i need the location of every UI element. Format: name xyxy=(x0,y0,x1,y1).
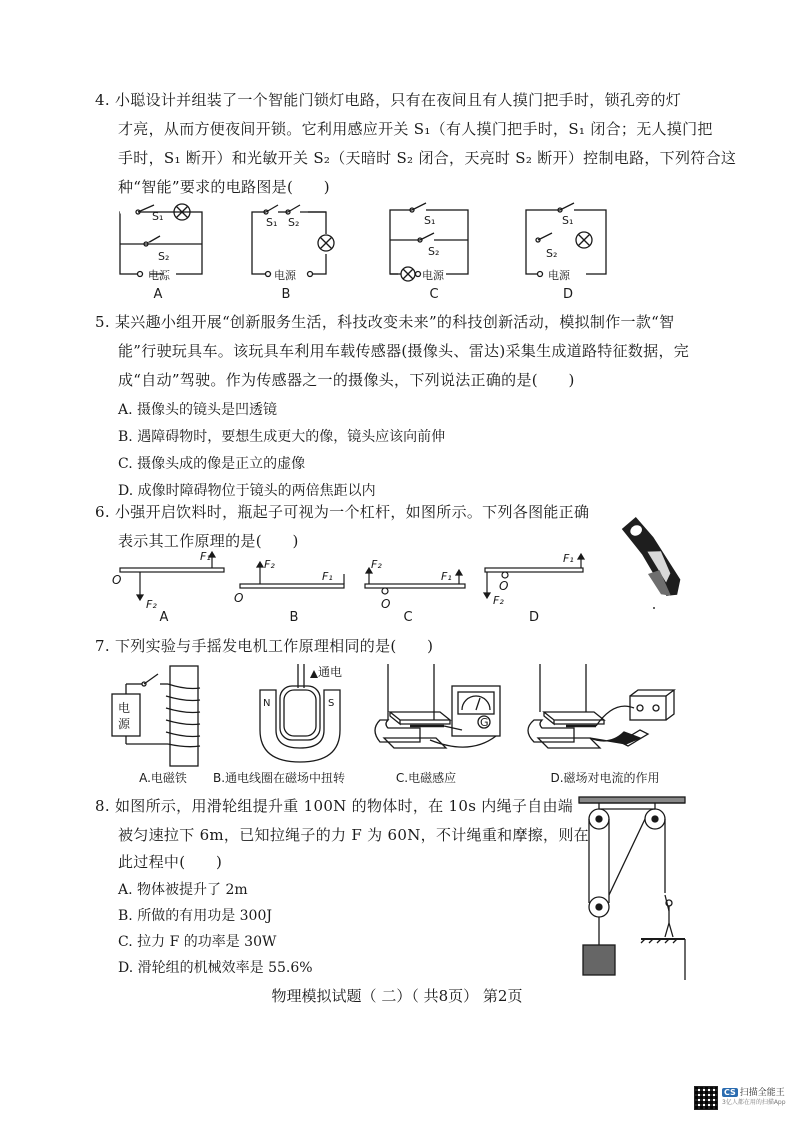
q6-label-b: B xyxy=(289,610,299,625)
q5-line-2: 能”行驶玩具车。该玩具车利用车载传感器(摄像头、雷达)采集生成道路特征数据，完 xyxy=(118,342,690,360)
q4-line-2: 才亮，从而方便夜间开锁。它利用感应开关 S₁（有人摸门把手时，S₁ 闭合；无人摸门把 xyxy=(118,120,713,138)
q5-option-b: B. 遇障碍物时，要想生成更大的像，镜头应该向前伸 xyxy=(118,429,446,445)
q8-line-1: 8. 如图所示，用滑轮组提升重 100N 的物体时，在 10s 内绳子自由端 xyxy=(95,797,574,815)
svg-text:F₁: F₁ xyxy=(563,552,574,565)
q5-line-1: 5. 某兴趣小组开展“创新服务生活，科技改变未来”的科技创新活动，模拟制作一款“智 xyxy=(95,313,675,331)
q7-figure-a xyxy=(112,666,200,766)
svg-text:电源: 电源 xyxy=(548,269,570,282)
qr-code-icon xyxy=(694,1086,718,1110)
q4-circuit-a xyxy=(120,204,202,282)
watermark-text xyxy=(722,1088,786,1108)
svg-text:F₂: F₂ xyxy=(146,598,157,611)
svg-text:O: O xyxy=(381,597,391,611)
q6-label-c: C xyxy=(403,610,413,625)
svg-text:S₂: S₂ xyxy=(428,245,440,258)
q8-option-b: B. 所做的有用功是 300J xyxy=(118,908,272,924)
q5-option-c: C. 摄像头成的像是正立的虚像 xyxy=(118,456,306,472)
svg-text:O: O xyxy=(112,573,122,587)
svg-text:电源: 电源 xyxy=(274,269,296,282)
q5-option-a: A. 摄像头的镜头是凹透镜 xyxy=(118,402,278,418)
q6-lever-c xyxy=(365,558,465,611)
q5-line-3: 成“自动”驾驶。作为传感器之一的摄像头，下列说法正确的是( ) xyxy=(118,371,575,389)
q6-line-1: 6. 小强开启饮料时，瓶起子可视为一个杠杆，如图所示。下列各图能正确 xyxy=(95,503,590,521)
svg-text:O: O xyxy=(499,579,509,593)
q4-label-a: A xyxy=(153,287,163,302)
scanner-watermark xyxy=(694,1085,786,1111)
svg-text:S₂: S₂ xyxy=(288,216,300,229)
q4-label-b: B xyxy=(281,287,291,302)
q8-option-d: D. 滑轮组的机械效率是 55.6% xyxy=(118,960,313,976)
q4-line-1: 4. 小聪设计并组装了一个智能门锁灯电路，只有在夜间且有人摸门把手时，锁孔旁的灯 xyxy=(95,91,682,109)
q4-circuit-d xyxy=(526,203,606,282)
watermark-name: 扫描全能王 xyxy=(739,1088,785,1098)
q7-figure-b xyxy=(260,664,342,762)
q4-label-d: D xyxy=(562,287,573,302)
q7-caption-b: B.通电线圈在磁场中扭转 xyxy=(212,771,346,785)
svg-text:S₁: S₁ xyxy=(266,216,278,229)
q8-option-a: A. 物体被提升了 2m xyxy=(118,882,248,898)
svg-text:N: N xyxy=(263,698,271,709)
q7-figure-c xyxy=(375,664,500,748)
svg-text:F₂: F₂ xyxy=(371,558,382,571)
q4-line-4: 种“智能”要求的电路图是( ) xyxy=(118,178,330,196)
svg-text:G: G xyxy=(480,716,489,729)
q8-option-c: C. 拉力 F 的功率是 30W xyxy=(118,934,277,950)
q7-caption-d: D.磁场对电流的作用 xyxy=(550,771,660,785)
q6-label-a: A xyxy=(159,610,169,625)
q6-lever-diagrams xyxy=(110,550,590,615)
svg-text:S₁: S₁ xyxy=(424,214,436,227)
svg-text:S₁: S₁ xyxy=(562,214,574,227)
svg-text:电: 电 xyxy=(118,701,131,715)
q8-line-3: 此过程中( ) xyxy=(118,853,223,871)
q6-lever-a xyxy=(112,550,224,611)
q4-circuit-diagrams xyxy=(110,200,610,305)
watermark-sub: 3亿人都在用的扫描App xyxy=(722,1099,786,1106)
q6-lever-b xyxy=(234,558,344,605)
svg-text:F₁: F₁ xyxy=(441,570,452,583)
q6-line-2: 表示其工作原理的是( ) xyxy=(118,532,299,550)
svg-text:通电: 通电 xyxy=(318,665,343,679)
svg-text:源: 源 xyxy=(118,717,131,731)
q8-pulley-figure xyxy=(575,795,690,980)
svg-text:电源: 电源 xyxy=(422,269,444,282)
svg-text:电源: 电源 xyxy=(148,269,170,282)
q7-caption-c: C.电磁感应 xyxy=(395,771,457,785)
q7-experiment-figures xyxy=(110,660,690,768)
q4-label-c: C xyxy=(429,287,439,302)
svg-text:F₁: F₁ xyxy=(200,550,211,563)
q7-caption-a: A.电磁铁 xyxy=(139,771,187,785)
q4-line-3: 手时，S₁ 断开）和光敏开关 S₂（天暗时 S₂ 闭合，天亮时 S₂ 断开）控制电路，下列符合这 xyxy=(118,149,737,167)
cs-badge: CS xyxy=(724,1088,736,1097)
svg-text:S: S xyxy=(328,698,335,709)
q5-option-d: D. 成像时障碍物位于镜头的两倍焦距以内 xyxy=(118,483,376,499)
page-footer: 物理模拟试题（ 二）（ 共8页） 第2页 xyxy=(271,987,523,1005)
q8-line-2: 被匀速拉下 6m，已知拉绳子的力 F 为 60N，不计绳重和摩擦，则在 xyxy=(118,826,589,844)
bottle-opener-figure xyxy=(618,510,688,610)
q6-lever-d xyxy=(484,552,584,607)
q7-figure-d xyxy=(528,664,674,748)
q4-circuit-c xyxy=(390,203,468,282)
svg-text:F₂: F₂ xyxy=(264,558,275,571)
q6-label-d: D xyxy=(528,610,539,625)
q7-line: 7. 下列实验与手摇发电机工作原理相同的是( ) xyxy=(95,637,434,655)
svg-text:S₂: S₂ xyxy=(158,250,170,263)
svg-text:S₁: S₁ xyxy=(152,210,164,223)
q4-circuit-b xyxy=(252,205,334,282)
svg-text:S₂: S₂ xyxy=(546,247,558,260)
svg-text:F₂: F₂ xyxy=(493,594,504,607)
svg-text:F₁: F₁ xyxy=(322,570,333,583)
svg-text:O: O xyxy=(234,591,244,605)
